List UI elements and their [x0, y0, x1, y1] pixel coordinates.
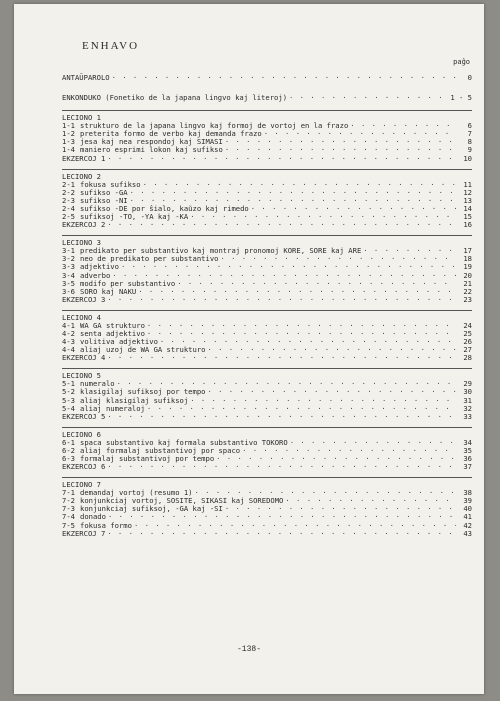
- toc-entry: [62, 505, 472, 513]
- toc-entry: [62, 255, 472, 263]
- entry-page: 8: [467, 137, 472, 147]
- entry-page: 31: [463, 395, 472, 405]
- leader-dots: [177, 280, 456, 288]
- entry-page: 28: [463, 353, 472, 363]
- entry-label: klasigilaj sufiksoj por tempo: [80, 387, 206, 397]
- leader-dots: [107, 221, 456, 229]
- entry-page: 20: [463, 270, 472, 280]
- section-divider: [62, 235, 472, 236]
- entry-number: 5-3: [62, 395, 75, 405]
- leader-dots: [107, 463, 456, 471]
- entry-number: 3-4: [62, 270, 75, 280]
- exercises-entry: [62, 530, 472, 538]
- entry-label: ANTAŬPAROLO: [62, 73, 110, 82]
- entry-number: 6-3: [62, 454, 75, 463]
- toc-entry: [62, 455, 472, 463]
- leader-dots: [350, 122, 456, 130]
- entry-number: 1-4: [62, 145, 75, 155]
- entry-page: 34: [463, 437, 472, 447]
- entry-label: fokusa sufikso: [80, 179, 141, 189]
- leader-dots: [251, 205, 456, 213]
- lesson-section: [62, 113, 472, 162]
- entry-page: 0: [467, 73, 472, 82]
- leader-dots: [225, 146, 456, 154]
- exercises-entry: [62, 221, 472, 229]
- leader-dots: [121, 263, 456, 271]
- leader-dots: [208, 388, 457, 396]
- entry-number: 2-5: [62, 212, 75, 222]
- entry-label: EKZERCOJ 1: [62, 153, 106, 163]
- leader-dots: [190, 397, 456, 405]
- entry-number: 1-3: [62, 137, 75, 147]
- toc-entry: [62, 94, 472, 102]
- leader-dots: [147, 405, 456, 413]
- entry-number: 2-4: [62, 203, 75, 213]
- entry-label: donado: [80, 512, 106, 522]
- entry-label: SORO kaj NAKU: [80, 286, 137, 296]
- entry-number: 5-1: [62, 379, 75, 389]
- entry-number: 3-1: [62, 246, 75, 256]
- lesson-title: LECIONO 2: [62, 171, 101, 181]
- entry-number: 5-4: [62, 403, 75, 413]
- leader-dots: [108, 513, 456, 521]
- entry-page: 17: [463, 246, 472, 256]
- entry-number: 4-4: [62, 345, 75, 355]
- entry-label: aliaj uzoj de WA GA strukturo: [80, 345, 206, 355]
- exercises-entry: [62, 296, 472, 304]
- leader-dots: [220, 255, 456, 263]
- entry-number: 6-1: [62, 437, 75, 447]
- entry-number: 2-3: [62, 195, 75, 205]
- lesson-section: [62, 238, 472, 304]
- lesson-title: LECIONO 6: [62, 429, 101, 439]
- toc-entry: [62, 146, 472, 154]
- toc-entry: [62, 263, 472, 271]
- entry-label: adjektivo: [80, 262, 119, 272]
- leader-dots: [147, 322, 456, 330]
- entry-number: 3-2: [62, 254, 75, 264]
- entry-number: 2-2: [62, 187, 75, 197]
- entry-page: 41: [463, 512, 472, 522]
- section-divider: [62, 310, 472, 311]
- toc-entry: [62, 288, 472, 296]
- leader-dots: [107, 354, 456, 362]
- exercises-entry: [62, 413, 472, 421]
- entry-label: konjunkciaj vortoj, SOSITE, SIKASI kaj SOREDOMO: [80, 496, 284, 506]
- entry-page: 1 - 5: [450, 93, 472, 103]
- exercises-entry: [62, 463, 472, 471]
- entry-label: sufikso -NI: [80, 195, 128, 205]
- leader-dots: [225, 505, 456, 513]
- entry-page: 24: [463, 320, 472, 330]
- entry-page: 29: [463, 379, 472, 389]
- entry-label: EKZERCOJ 6: [62, 462, 106, 472]
- entry-label: WA GA strukturo: [80, 320, 145, 330]
- leader-dots: [190, 213, 456, 221]
- entry-number: 7-5: [62, 520, 75, 530]
- entry-label: EKZERCOJ 5: [62, 411, 106, 421]
- document-page: [14, 4, 484, 694]
- leader-dots: [264, 130, 456, 138]
- toc-entry: [62, 213, 472, 221]
- section-divider: [62, 169, 472, 170]
- entry-number: 1-2: [62, 129, 75, 139]
- entry-label: spaca substantivo kaj formala substantivo TOKORO: [80, 437, 288, 447]
- leader-dots: [130, 189, 456, 197]
- leader-dots: [107, 155, 456, 163]
- lesson-section: [62, 480, 472, 538]
- toc-entry: [62, 405, 472, 413]
- entry-number: 3-6: [62, 286, 75, 296]
- exercises-entry: [62, 155, 472, 163]
- entry-label: demandaj vortoj (resumo 1): [80, 488, 193, 498]
- entry-number: 7-1: [62, 488, 75, 498]
- entry-number: 5-2: [62, 387, 75, 397]
- entry-label: jesa kaj nea respondoj kaj SIMASI: [80, 137, 223, 147]
- entry-number: 1-1: [62, 121, 75, 131]
- entry-label: numeralo: [80, 379, 115, 389]
- entry-page: 42: [463, 520, 472, 530]
- lesson-title: LECIONO 1: [62, 113, 101, 123]
- leader-dots: [134, 522, 456, 530]
- lesson-section: [62, 371, 472, 420]
- page-number: -138-: [236, 645, 261, 654]
- toc: [62, 40, 472, 540]
- entry-label: EKZERCOJ 2: [62, 220, 106, 230]
- leader-dots: [138, 288, 456, 296]
- top-entries: [62, 74, 472, 102]
- entry-label: neo de predikato per substantivo: [80, 254, 219, 264]
- entry-label: ENKONDUKO (Fonetiko de la japana lingvo kaj literoj): [62, 93, 288, 103]
- toc-title: ENHAVO: [82, 40, 140, 52]
- entry-page: 36: [463, 454, 472, 463]
- leader-dots: [285, 497, 456, 505]
- leader-dots: [216, 455, 456, 463]
- section-divider: [62, 427, 472, 428]
- toc-entry: [62, 522, 472, 530]
- entry-number: 7-2: [62, 496, 75, 506]
- entry-label: konjunkciaj sufiksoj, -GA kaj -SI: [80, 504, 223, 514]
- entry-page: 11: [463, 179, 472, 189]
- entry-page: 6: [467, 121, 472, 131]
- entry-page: 25: [463, 328, 472, 338]
- entry-page: 22: [463, 286, 472, 296]
- entry-page: 23: [463, 294, 472, 304]
- entry-page: 37: [463, 462, 472, 472]
- lesson-section: [62, 430, 472, 471]
- entry-page: 35: [463, 445, 472, 455]
- entry-page: 32: [463, 403, 472, 413]
- entry-label: aliaj numeraloj: [80, 403, 145, 413]
- entry-number: 3-3: [62, 262, 75, 272]
- entry-page: 40: [463, 504, 472, 514]
- entry-page: 26: [463, 337, 472, 347]
- entry-page: 10: [463, 153, 472, 163]
- entry-label: senta adjektivo: [80, 328, 145, 338]
- entry-page: 14: [463, 203, 472, 213]
- entry-page: 18: [463, 254, 472, 264]
- entry-label: aliaj klasigilaj sufiksoj: [80, 395, 189, 405]
- section-divider: [62, 110, 472, 111]
- leader-dots: [225, 138, 456, 146]
- toc-entry: [62, 346, 472, 354]
- entry-page: 27: [463, 345, 472, 355]
- entry-page: 43: [463, 528, 472, 538]
- entry-page: 12: [463, 187, 472, 197]
- entry-page: 21: [463, 278, 472, 288]
- leader-dots: [147, 330, 456, 338]
- entry-label: formalaj substantivoj por tempo: [80, 454, 215, 463]
- entry-page: 33: [463, 411, 472, 421]
- entry-label: EKZERCOJ 4: [62, 353, 106, 363]
- leader-dots: [242, 447, 456, 455]
- leader-dots: [107, 413, 456, 421]
- entry-page: 7: [467, 129, 472, 139]
- lesson-section: [62, 172, 472, 230]
- entry-number: 3-5: [62, 278, 75, 288]
- lesson-section: [62, 313, 472, 362]
- entry-label: strukturo de la japana lingvo kaj formoj de vortoj en la frazo: [80, 121, 349, 131]
- entry-number: 4-1: [62, 320, 75, 330]
- entry-page: 38: [463, 488, 472, 498]
- leader-dots: [208, 346, 457, 354]
- exercises-entry: [62, 354, 472, 362]
- lesson-sections: [62, 110, 472, 538]
- entry-page: 9: [467, 145, 472, 155]
- entry-number: 2-1: [62, 179, 75, 189]
- entry-page: 15: [463, 212, 472, 222]
- page-column-label: paĝo: [453, 58, 470, 66]
- entry-label: adverbo: [80, 270, 111, 280]
- entry-label: EKZERCOJ 3: [62, 294, 106, 304]
- lesson-title: LECIONO 7: [62, 480, 101, 490]
- entry-number: 4-2: [62, 328, 75, 338]
- entry-number: 7-3: [62, 504, 75, 514]
- entry-label: sufikso -DE por ŝialo, kaŭzo kaj rimedo: [80, 203, 249, 213]
- entry-label: EKZERCOJ 7: [62, 528, 106, 538]
- entry-label: modifo per substantivo: [80, 278, 176, 288]
- entry-number: 7-4: [62, 512, 75, 522]
- leader-dots: [363, 247, 456, 255]
- entry-page: 19: [463, 262, 472, 272]
- entry-label: fokusa formo: [80, 520, 132, 530]
- section-divider: [62, 477, 472, 478]
- leader-dots: [143, 181, 456, 189]
- toc-entry: [62, 74, 472, 82]
- entry-number: 4-3: [62, 337, 75, 347]
- entry-page: 16: [463, 220, 472, 230]
- leader-dots: [107, 296, 456, 304]
- entry-label: preterita formo de verbo kaj demanda frazo: [80, 129, 262, 139]
- entry-number: 6-2: [62, 445, 75, 455]
- entry-page: 13: [463, 195, 472, 205]
- entry-page: 39: [463, 496, 472, 506]
- entry-label: predikato per substantivo kaj montraj pronomoj KORE, SORE kaj ARE: [80, 246, 362, 256]
- entry-label: volitiva adjektivo: [80, 337, 158, 347]
- lesson-title: LECIONO 4: [62, 312, 101, 322]
- entry-label: sufiksoj -TO, -YA kaj -KA: [80, 212, 189, 222]
- entry-label: maniero esprimi lokon kaj sufikso: [80, 145, 223, 155]
- lesson-title: LECIONO 5: [62, 371, 101, 381]
- entry-page: 30: [463, 387, 472, 397]
- section-divider: [62, 368, 472, 369]
- leader-dots: [107, 530, 456, 538]
- entry-label: sufikso -GA: [80, 187, 128, 197]
- leader-dots: [290, 439, 456, 447]
- lesson-title: LECIONO 3: [62, 238, 101, 248]
- entry-label: aliaj formalaj substantivoj por spaco: [80, 445, 241, 455]
